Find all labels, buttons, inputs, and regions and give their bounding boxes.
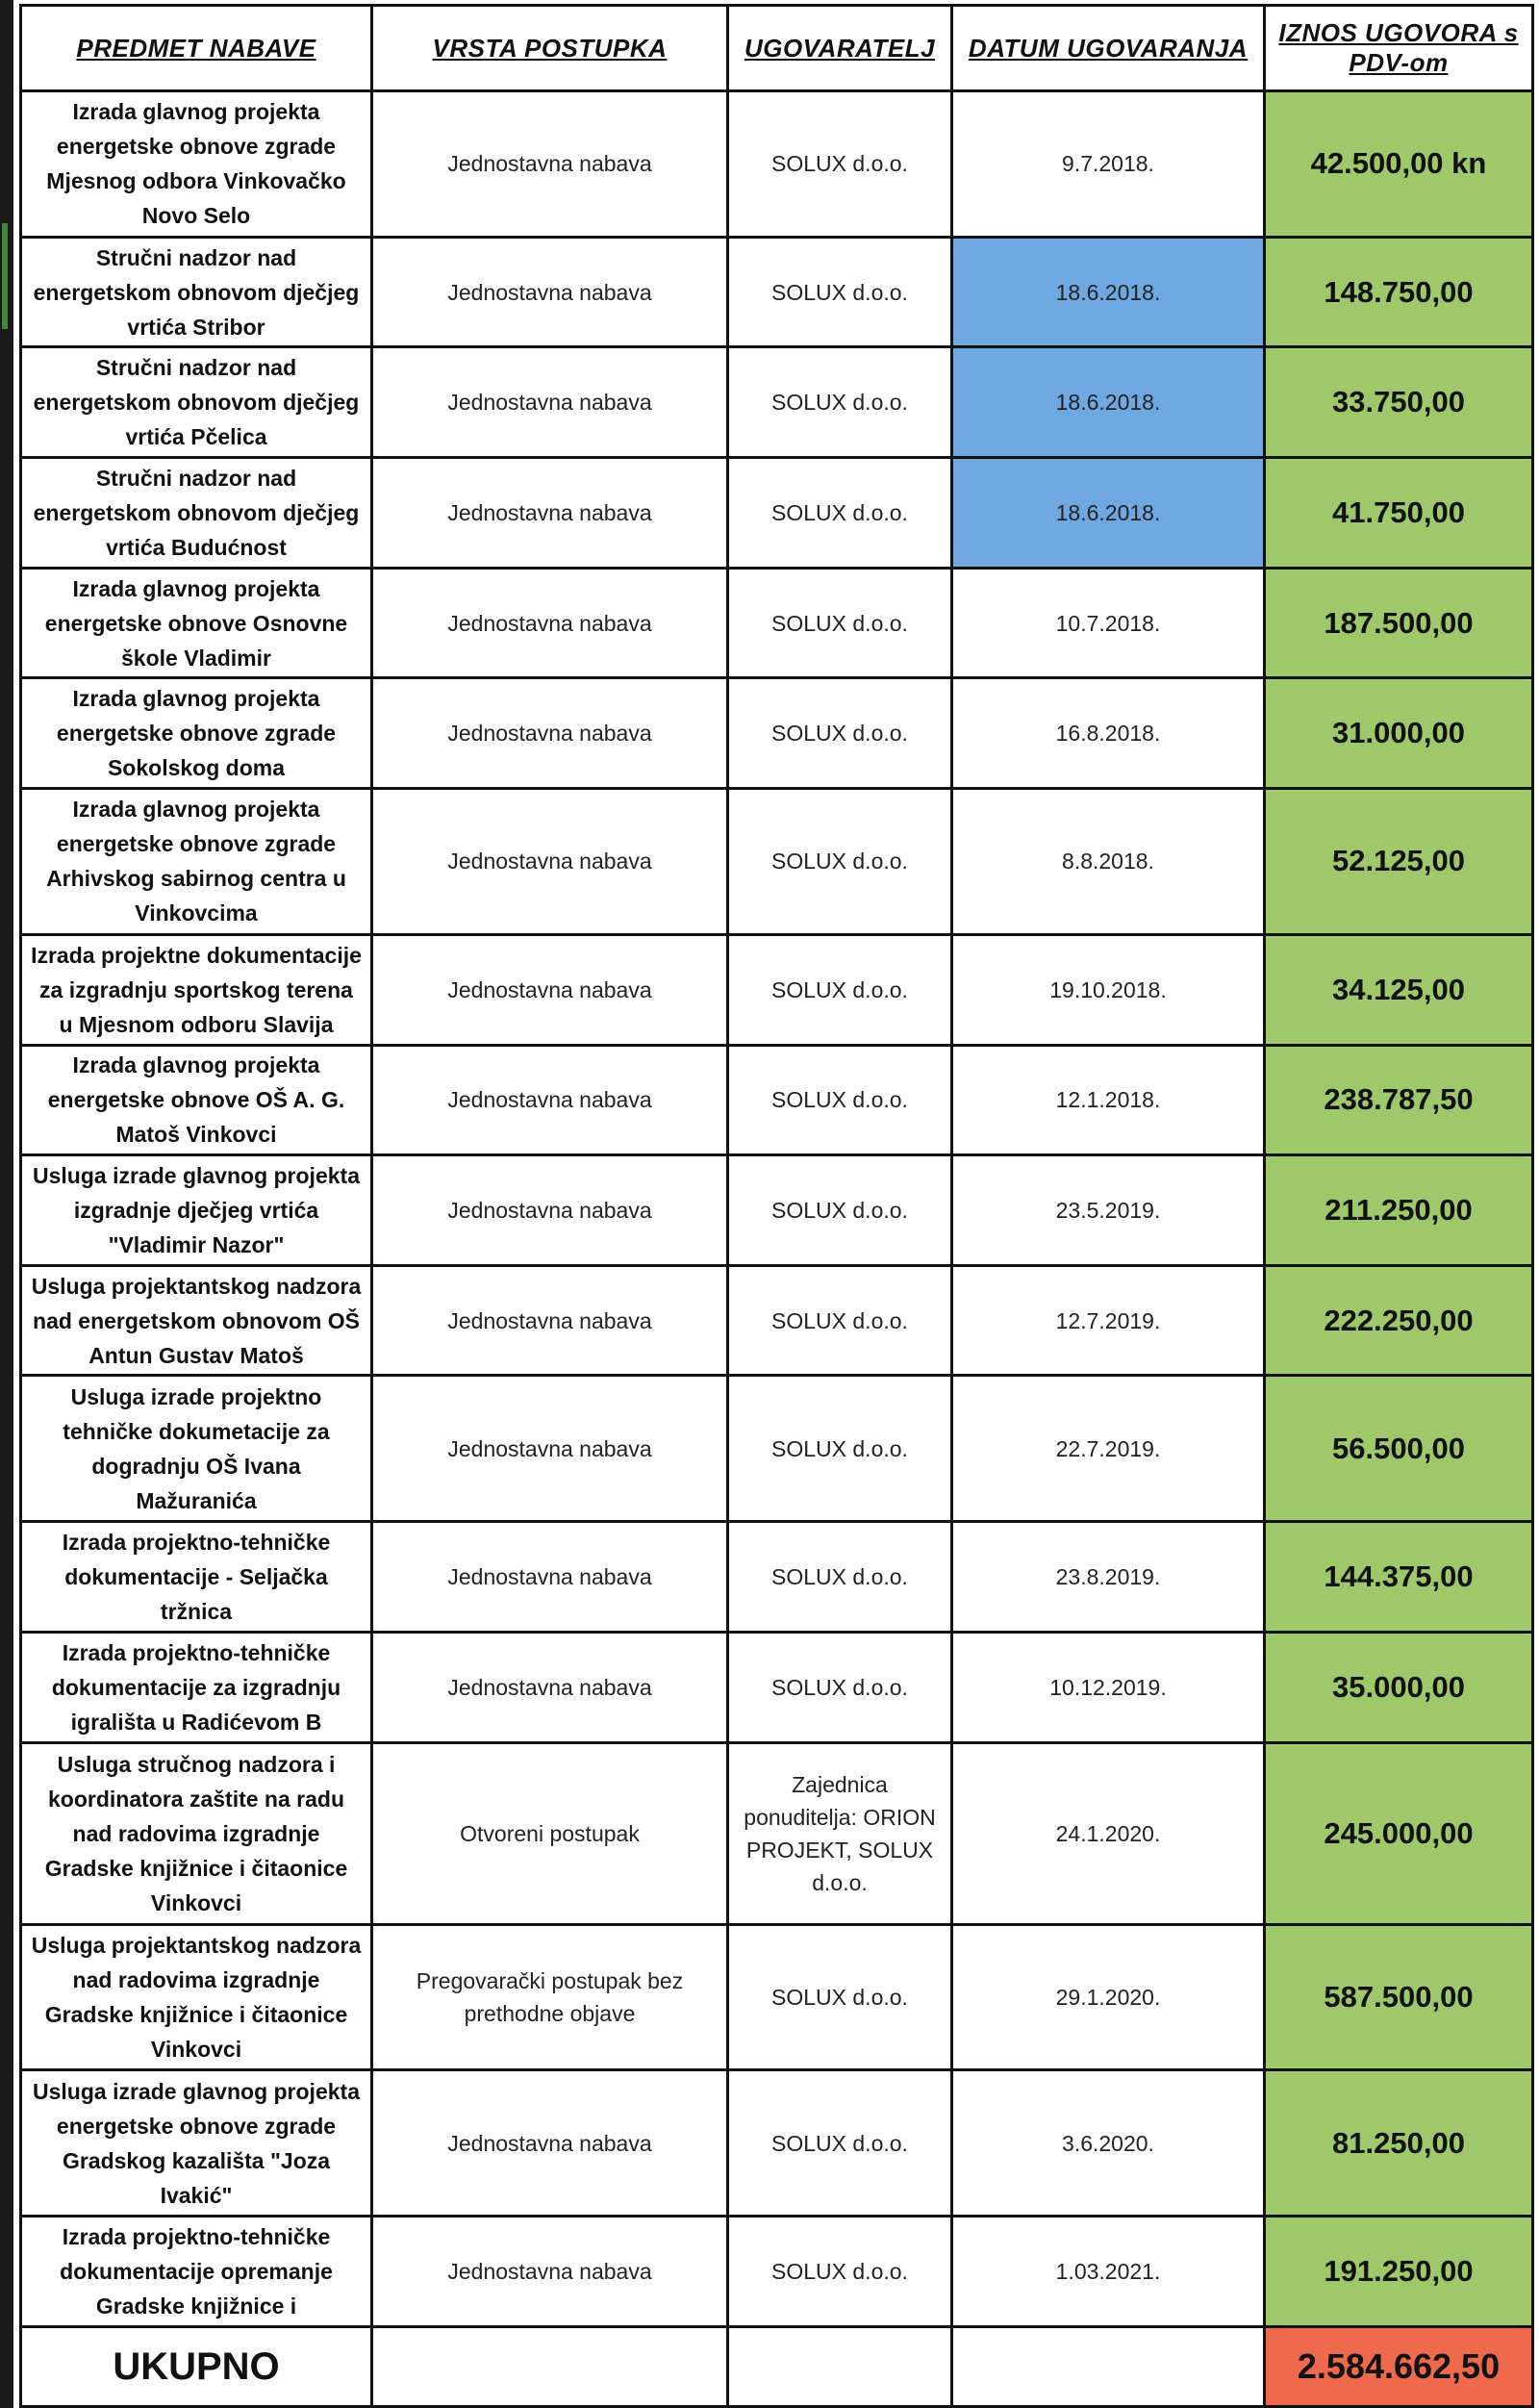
total-empty-cell[interactable] [372, 2327, 728, 2407]
total-row [21, 2327, 1533, 2407]
procedure-cell[interactable]: Jednostavna nabava [372, 347, 728, 458]
procedure-cell[interactable]: Jednostavna nabava [372, 1045, 728, 1155]
date-cell[interactable]: 12.1.2018. [952, 1045, 1265, 1155]
amount-cell[interactable]: 245.000,00 [1265, 1742, 1533, 1924]
item-cell[interactable]: Usluga projektantskog nadzora nad energetskom obnovom OŠ Antun Gustav Matoš [21, 1265, 372, 1376]
procedure-cell[interactable]: Jednostavna nabava [372, 1155, 728, 1266]
date-cell[interactable]: 3.6.2020. [952, 2070, 1265, 2217]
procedure-cell[interactable]: Jednostavna nabava [372, 1376, 728, 1522]
table-row [21, 91, 1533, 238]
header-date[interactable]: DATUM UGOVARANJA [952, 6, 1265, 91]
amount-cell[interactable]: 144.375,00 [1265, 1522, 1533, 1633]
procedure-cell[interactable]: Jednostavna nabava [372, 934, 728, 1045]
header-amount[interactable]: IZNOS UGOVORA s PDV-om [1265, 6, 1533, 91]
item-cell[interactable]: Usluga stručnog nadzora i koordinatora zaštite na radu nad radovima izgradnje Gradske knjižnice i čitaonice Vinkovci [21, 1742, 372, 1924]
item-cell[interactable]: Stručni nadzor nad energetskom obnovom dječjeg vrtića Budućnost [21, 458, 372, 569]
item-cell[interactable]: Izrada glavnog projekta energetske obnove zgrade Sokolskog doma [21, 678, 372, 789]
amount-cell[interactable]: 52.125,00 [1265, 789, 1533, 935]
total-empty-cell[interactable] [952, 2327, 1265, 2407]
item-cell[interactable]: Usluga projektantskog nadzora nad radovima izgradnje Gradske knjižnice i čitaonice Vinkovci [21, 1924, 372, 2070]
date-cell[interactable]: 18.6.2018. [952, 237, 1265, 347]
table-row [21, 568, 1533, 678]
amount-cell[interactable]: 35.000,00 [1265, 1632, 1533, 1742]
header-procedure[interactable]: VRSTA POSTUPKA [372, 6, 728, 91]
contractor-cell[interactable]: SOLUX d.o.o. [728, 1155, 952, 1266]
contractor-cell[interactable]: SOLUX d.o.o. [728, 2217, 952, 2327]
amount-cell[interactable]: 211.250,00 [1265, 1155, 1533, 1266]
procedure-cell[interactable]: Jednostavna nabava [372, 2070, 728, 2217]
date-cell[interactable]: 19.10.2018. [952, 934, 1265, 1045]
item-cell[interactable]: Izrada projektno-tehničke dokumentacije opremanje Gradske knjižnice i [21, 2217, 372, 2327]
date-cell[interactable]: 12.7.2019. [952, 1265, 1265, 1376]
date-cell[interactable]: 10.7.2018. [952, 568, 1265, 678]
contractor-cell[interactable]: SOLUX d.o.o. [728, 1376, 952, 1522]
contractor-cell[interactable]: SOLUX d.o.o. [728, 91, 952, 238]
amount-cell[interactable]: 187.500,00 [1265, 568, 1533, 678]
procedure-cell[interactable]: Pregovarački postupak bez prethodne objave [372, 1924, 728, 2070]
date-cell[interactable]: 22.7.2019. [952, 1376, 1265, 1522]
contractor-cell[interactable]: SOLUX d.o.o. [728, 1045, 952, 1155]
table-row [21, 347, 1533, 458]
contractor-cell[interactable]: SOLUX d.o.o. [728, 1924, 952, 2070]
date-cell[interactable]: 1.03.2021. [952, 2217, 1265, 2327]
contractor-cell[interactable]: SOLUX d.o.o. [728, 1632, 952, 1742]
amount-cell[interactable]: 33.750,00 [1265, 347, 1533, 458]
amount-cell[interactable]: 191.250,00 [1265, 2217, 1533, 2327]
date-cell[interactable]: 18.6.2018. [952, 347, 1265, 458]
item-cell[interactable]: Izrada glavnog projekta energetske obnove OŠ A. G. Matoš Vinkovci [21, 1045, 372, 1155]
contractor-cell[interactable]: SOLUX d.o.o. [728, 678, 952, 789]
total-label[interactable]: UKUPNO [21, 2327, 372, 2407]
window-left-edge [0, 0, 13, 2408]
procedure-cell[interactable]: Jednostavna nabava [372, 678, 728, 789]
procedure-cell[interactable]: Jednostavna nabava [372, 91, 728, 238]
table-row [21, 789, 1533, 935]
date-cell[interactable]: 8.8.2018. [952, 789, 1265, 935]
table-row [21, 1155, 1533, 1266]
amount-cell[interactable]: 41.750,00 [1265, 458, 1533, 569]
table-row [21, 237, 1533, 347]
procedure-cell[interactable]: Jednostavna nabava [372, 1522, 728, 1633]
date-cell[interactable]: 24.1.2020. [952, 1742, 1265, 1924]
table-row [21, 458, 1533, 569]
item-cell[interactable]: Usluga izrade glavnog projekta izgradnje dječjeg vrtića "Vladimir Nazor" [21, 1155, 372, 1266]
item-cell[interactable]: Izrada glavnog projekta energetske obnove Osnovne škole Vladimir [21, 568, 372, 678]
contractor-cell[interactable]: SOLUX d.o.o. [728, 347, 952, 458]
amount-cell[interactable]: 56.500,00 [1265, 1376, 1533, 1522]
amount-cell[interactable]: 222.250,00 [1265, 1265, 1533, 1376]
procedure-cell[interactable]: Jednostavna nabava [372, 237, 728, 347]
contractor-cell[interactable]: SOLUX d.o.o. [728, 934, 952, 1045]
contractor-cell[interactable]: SOLUX d.o.o. [728, 789, 952, 935]
amount-cell[interactable]: 34.125,00 [1265, 934, 1533, 1045]
item-cell[interactable]: Izrada projektno-tehničke dokumentacije za izgradnju igrališta u Radićevom B [21, 1632, 372, 1742]
table-row [21, 2217, 1533, 2327]
contractor-cell[interactable]: SOLUX d.o.o. [728, 2070, 952, 2217]
item-cell[interactable]: Izrada glavnog projekta energetske obnove zgrade Mjesnog odbora Vinkovačko Novo Selo [21, 91, 372, 238]
contractor-cell[interactable]: SOLUX d.o.o. [728, 237, 952, 347]
header-contractor[interactable]: UGOVARATELJ [728, 6, 952, 91]
table-row [21, 1924, 1533, 2070]
procedure-cell[interactable]: Jednostavna nabava [372, 1265, 728, 1376]
table-row [21, 1265, 1533, 1376]
contractor-cell[interactable]: Zajednica ponuditelja: ORION PROJEKT, SOLUX d.o.o. [728, 1742, 952, 1924]
row-selection-marker [2, 223, 8, 329]
item-cell[interactable]: Izrada glavnog projekta energetske obnove zgrade Arhivskog sabirnog centra u Vinkovcima [21, 789, 372, 935]
item-cell[interactable]: Usluga izrade projektno tehničke dokumetacije za dogradnju OŠ Ivana Mažuranića [21, 1376, 372, 1522]
contractor-cell[interactable]: SOLUX d.o.o. [728, 568, 952, 678]
date-cell[interactable]: 29.1.2020. [952, 1924, 1265, 2070]
procedure-cell[interactable]: Otvoreni postupak [372, 1742, 728, 1924]
date-cell[interactable]: 16.8.2018. [952, 678, 1265, 789]
item-cell[interactable]: Stručni nadzor nad energetskom obnovom dječjeg vrtića Stribor [21, 237, 372, 347]
date-cell[interactable]: 23.8.2019. [952, 1522, 1265, 1633]
amount-cell[interactable]: 42.500,00 kn [1265, 91, 1533, 238]
procedure-cell[interactable]: Jednostavna nabava [372, 568, 728, 678]
procedure-cell[interactable]: Jednostavna nabava [372, 458, 728, 569]
table-row [21, 678, 1533, 789]
table-row [21, 1742, 1533, 1924]
amount-cell[interactable]: 81.250,00 [1265, 2070, 1533, 2217]
table-row [21, 1522, 1533, 1633]
item-cell[interactable]: Izrada projektno-tehničke dokumentacije - Seljačka tržnica [21, 1522, 372, 1633]
amount-cell[interactable]: 31.000,00 [1265, 678, 1533, 789]
amount-cell[interactable]: 148.750,00 [1265, 237, 1533, 347]
item-cell[interactable]: Stručni nadzor nad energetskom obnovom dječjeg vrtića Pčelica [21, 347, 372, 458]
amount-cell[interactable]: 238.787,50 [1265, 1045, 1533, 1155]
procedure-cell[interactable]: Jednostavna nabava [372, 1632, 728, 1742]
table-row [21, 1045, 1533, 1155]
header-row [21, 6, 1533, 91]
procedure-cell[interactable]: Jednostavna nabava [372, 789, 728, 935]
contractor-cell[interactable]: SOLUX d.o.o. [728, 1522, 952, 1633]
table-row [21, 1376, 1533, 1522]
table-row [21, 2070, 1533, 2217]
contractor-cell[interactable]: SOLUX d.o.o. [728, 1265, 952, 1376]
procurement-table [19, 4, 1534, 2408]
date-cell[interactable]: 9.7.2018. [952, 91, 1265, 238]
total-empty-cell[interactable] [728, 2327, 952, 2407]
item-cell[interactable]: Izrada projektne dokumentacije za izgradnju sportskog terena u Mjesnom odboru Slavija [21, 934, 372, 1045]
amount-cell[interactable]: 587.500,00 [1265, 1924, 1533, 2070]
contractor-cell[interactable]: SOLUX d.o.o. [728, 458, 952, 569]
date-cell[interactable]: 18.6.2018. [952, 458, 1265, 569]
header-item[interactable]: PREDMET NABAVE [21, 6, 372, 91]
table-row [21, 1632, 1533, 1742]
procedure-cell[interactable]: Jednostavna nabava [372, 2217, 728, 2327]
total-amount[interactable]: 2.584.662,50 [1265, 2327, 1533, 2407]
item-cell[interactable]: Usluga izrade glavnog projekta energetske obnove zgrade Gradskog kazališta "Joza Ivakić" [21, 2070, 372, 2217]
table-row [21, 934, 1533, 1045]
date-cell[interactable]: 23.5.2019. [952, 1155, 1265, 1266]
date-cell[interactable]: 10.12.2019. [952, 1632, 1265, 1742]
